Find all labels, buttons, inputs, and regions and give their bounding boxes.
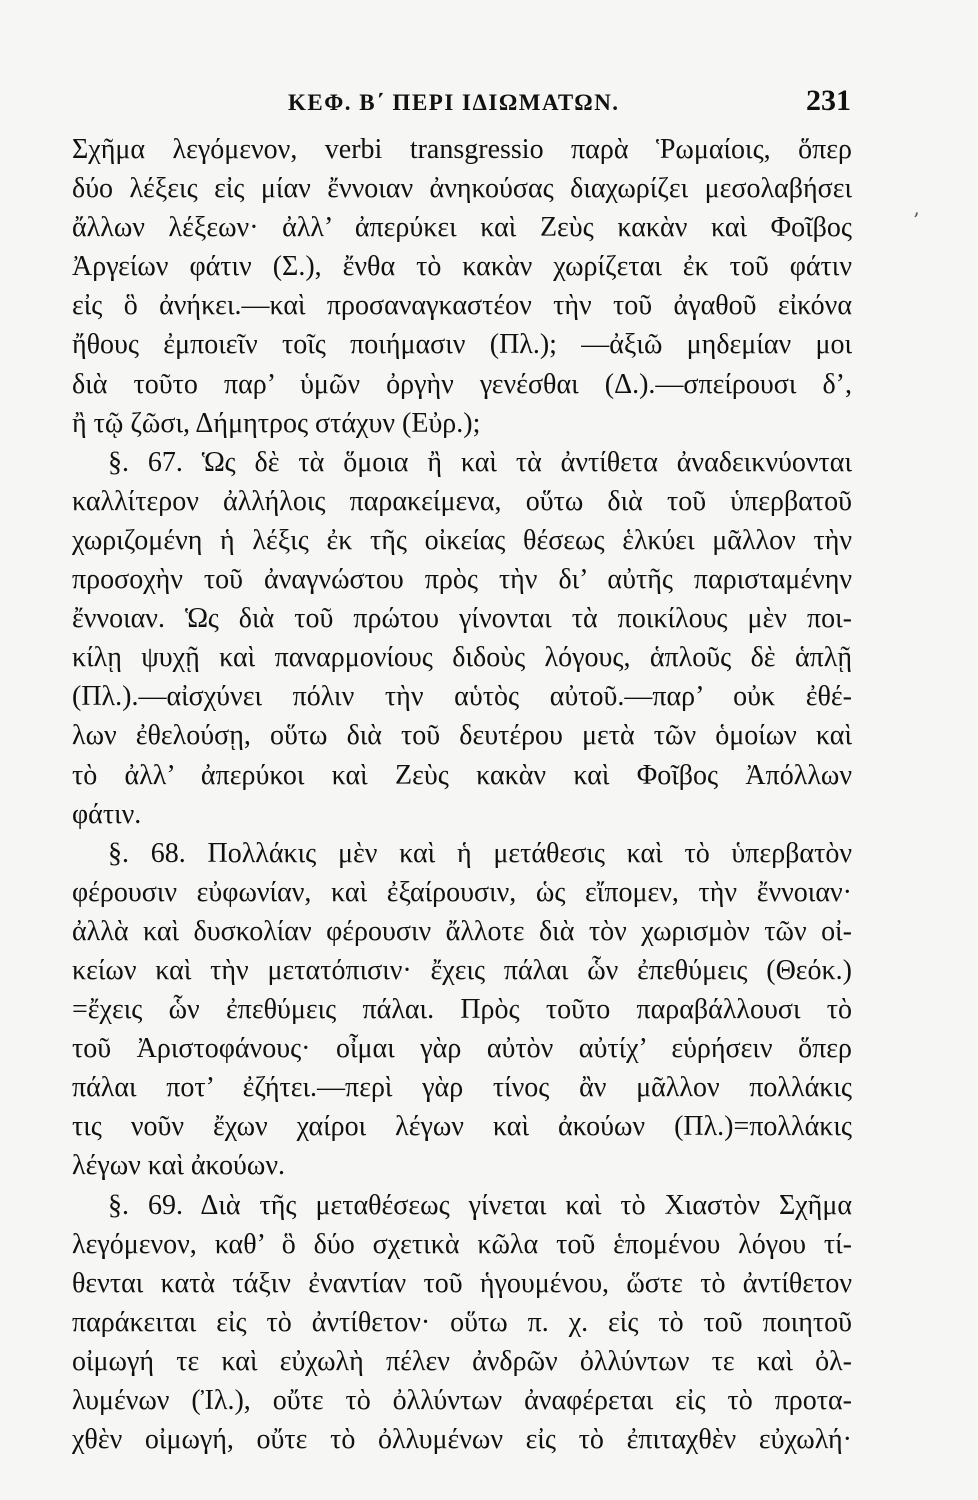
text-line: οἰμωγή τε καὶ εὐχωλὴ πέλεν ἀνδρῶν ὀλλύντων τε καὶ ὀλ- [72, 1345, 852, 1377]
text-line: ἢ τῷ ζῶσι, Δήμητρος στάχυν (Εὐρ.); [72, 407, 481, 439]
text-line: παράκειται εἰς τὸ ἀντίθετον· οὕτω π. χ. εἰς τὸ τοῦ ποιητοῦ [72, 1306, 852, 1338]
text-line: τὸ ἀλλ’ ἀπερύκοι καὶ Ζεὺς κακὰν καὶ Φοῖβος Ἀπόλλων [72, 759, 852, 791]
margin-mark: ’ [913, 208, 920, 232]
text-line: τοῦ Ἀριστοφάνους· οἶμαι γὰρ αὐτὸν αὐτίχ’ εὑρήσειν ὅπερ [72, 1033, 852, 1065]
text-line: καλλίτερον ἀλλήλοις παρακείμενα, οὕτω διὰ τοῦ ὑπερβατοῦ [72, 485, 852, 517]
text-line: διὰ τοῦτο παρ’ ὑμῶν ὀργὴν γενέσθαι (Δ.).—σπείρουσι δ’, [72, 368, 852, 400]
text-line: πάλαι ποτ’ ἐζήτει.—περὶ γὰρ τίνος ἂν μᾶλλον πολλάκις [72, 1072, 852, 1104]
page-number: 231 [806, 84, 851, 117]
section-heading-line: §. 69. Διὰ τῆς μεταθέσεως γίνεται καὶ τὸ Χιαστὸν Σχῆμα [108, 1189, 852, 1221]
text-line: ἔννοιαν. Ὡς διὰ τοῦ πρώτου γίνονται τὰ ποικίλους μὲν ποι- [72, 603, 852, 635]
text-line: λυμένων (Ἰλ.), οὔτε τὸ ὀλλύντων ἀναφέρεται εἰς τὸ προτα- [72, 1385, 852, 1416]
text-line: Σχῆμα λεγόμενον, verbi transgressio παρὰ Ῥωμαίοις, ὅπερ [72, 134, 852, 165]
page-header [0, 84, 978, 124]
text-line: =ἔχεις ὧν ἐπεθύμεις πάλαι. Πρὸς τοῦτο παραβάλλουσι τὸ [72, 994, 852, 1026]
section-heading-line: §. 67. Ὡς δὲ τὰ ὅμοια ἢ καὶ τὰ ἀντίθετα ἀναδεικνύονται [108, 446, 852, 478]
text-line: Ἀργείων φάτιν (Σ.), ἔνθα τὸ κακὰν χωρίζεται ἐκ τοῦ φάτιν [72, 251, 852, 283]
text-line: ἀλλὰ καὶ δυσκολίαν φέρουσιν ἄλλοτε διὰ τὸν χωρισμὸν τῶν οἰ- [72, 915, 852, 947]
text-line: ἄλλων λέξεων· ἀλλ’ ἀπερύκει καὶ Ζεὺς κακὰν καὶ Φοῖβος [72, 212, 852, 244]
running-head: ΚΕΦ. Β΄ ΠΕΡΙ ΙΔΙΩΜΑΤΩΝ. [288, 90, 620, 115]
section-heading-line: §. 68. Πολλάκις μὲν καὶ ἡ μετάθεσις καὶ τὸ ὑπερβατὸν [108, 837, 852, 869]
text-line: εἰς ὃ ἀνήκει.—καὶ προσαναγκαστέον τὴν τοῦ ἀγαθοῦ εἰκόνα [72, 290, 852, 322]
text-line: φάτιν. [72, 798, 142, 830]
text-line: ἤθους ἐμποιεῖν τοῖς ποιήμασιν (Πλ.); —ἀξιῶ μηδεμίαν μοι [72, 329, 852, 361]
text-line: χθὲν οἰμωγή, οὔτε τὸ ὀλλυμένων εἰς τὸ ἐπιταχθὲν εὐχωλή· [72, 1424, 852, 1456]
body-text [72, 130, 852, 1459]
text-line: τις νοῦν ἔχων χαίροι λέγων καὶ ἀκούων (Πλ.)=πολλάκις [72, 1111, 852, 1143]
text-line: λεγόμενον, καθ’ ὃ δύο σχετικὰ κῶλα τοῦ ἑπομένου λόγου τί- [72, 1228, 852, 1260]
text-line: κίλῃ ψυχῇ καὶ παναρμονίους διδοὺς λόγους, ἁπλοῦς δὲ ἁπλῇ [72, 642, 852, 674]
text-line: δύο λέξεις εἰς μίαν ἔννοιαν ἀνηκούσας διαχωρίζει μεσολαβήσει [72, 173, 852, 205]
text-line: φέρουσιν εὐφωνίαν, καὶ ἐξαίρουσιν, ὡς εἴπομεν, τὴν ἔννοιαν· [72, 876, 852, 908]
text-line: κείων καὶ τὴν μετατόπισιν· ἔχεις πάλαι ὧν ἐπεθύμεις (Θεόκ.) [72, 954, 852, 986]
text-line: χωριζομένη ἡ λέξις ἐκ τῆς οἰκείας θέσεως ἑλκύει μᾶλλον τὴν [72, 524, 852, 556]
text-line: λέγων καὶ ἀκούων. [72, 1150, 285, 1182]
text-line: προσοχὴν τοῦ ἀναγνώστου πρὸς τὴν δι’ αὐτῆς παρισταμένην [72, 564, 852, 596]
text-line: λων ἐθελούσῃ, οὕτω διὰ τοῦ δευτέρου μετὰ τῶν ὁμοίων καὶ [72, 720, 852, 752]
text-line: θενται κατὰ τάξιν ἐναντίαν τοῦ ἡγουμένου, ὥστε τὸ ἀντίθετον [72, 1267, 852, 1299]
text-line: (Πλ.).—αἰσχύνει πόλιν τὴν αὑτὸς αὐτοῦ.—παρ’ οὐκ ἐθέ- [72, 681, 852, 713]
